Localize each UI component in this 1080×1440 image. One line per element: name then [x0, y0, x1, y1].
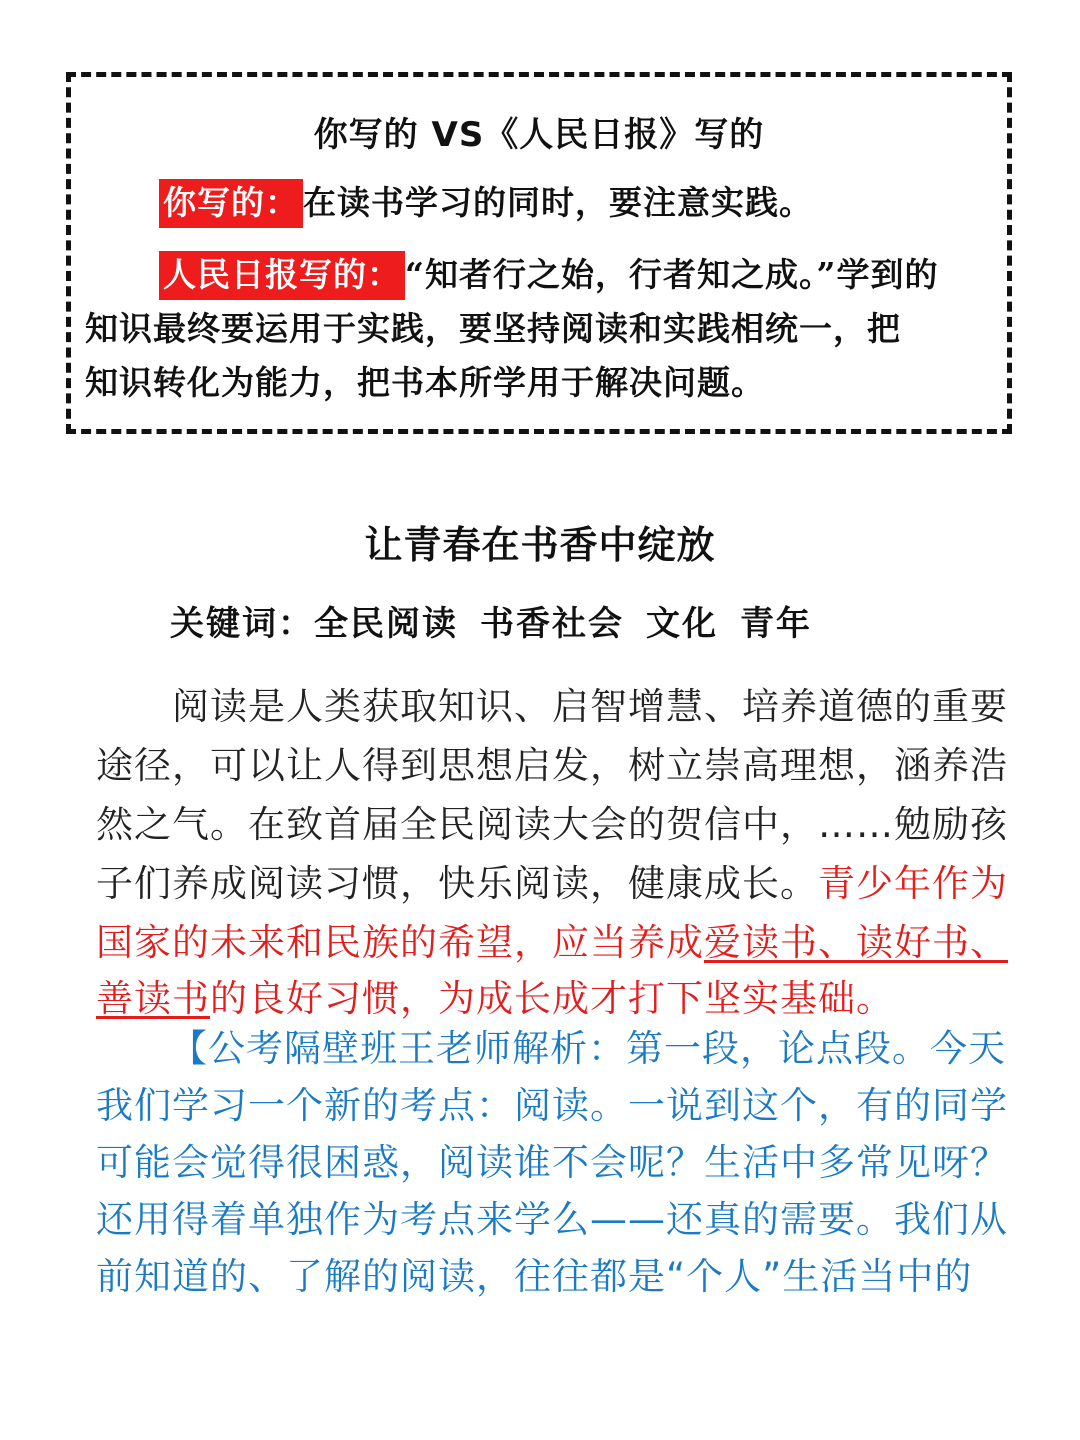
rmrb-line — [159, 249, 938, 296]
paragraph-line-6-underlined: 善读书 — [96, 977, 210, 1020]
paragraph-line-2: 途径，可以让人得到思想启发，树立崇高理想，涵养浩 — [96, 744, 1008, 787]
keyword: 文化 — [646, 604, 718, 644]
paragraph-line-6 — [96, 968, 894, 1022]
paragraph-line-5-emphasis: 国家的未来和民族的希望，应当养成 — [96, 921, 704, 964]
analysis-line-4: 还用得着单独作为考点来学么——还真的需要。我们从 — [96, 1198, 1008, 1241]
keyword: 青年 — [740, 604, 812, 644]
paragraph-line-5 — [96, 912, 1008, 966]
paragraph-line-4 — [96, 853, 1008, 907]
yours-line — [159, 177, 813, 224]
rmrb-label: 人民日报写的： — [159, 251, 405, 300]
rmrb-text-line-3: 知识转化为能力，把书本所学用于解决问题。 — [85, 363, 765, 402]
paragraph-line-4-emphasis: 青少年作为 — [818, 862, 1008, 905]
paragraph-line-4-normal: 子们养成阅读习惯，快乐阅读，健康成长。 — [96, 862, 818, 905]
keyword: 书香社会 — [480, 604, 624, 644]
rmrb-text-line-2: 知识最终要运用于实践，要坚持阅读和实践相统一，把 — [85, 309, 901, 348]
analysis-line-2: 我们学习一个新的考点：阅读。一说到这个，有的同学 — [96, 1084, 1008, 1127]
rmrb-text-line-1: “知者行之始，行者知之成。”学到的 — [405, 255, 939, 294]
keyword: 全民阅读 — [314, 604, 458, 644]
paragraph-line-6-emphasis: 的良好习惯，为成长成才打下坚实基础。 — [210, 977, 894, 1020]
comparison-box — [66, 72, 1012, 434]
paragraph-line-5-underlined: 爱读书、读好书、 — [704, 921, 1008, 964]
yours-label: 你写的： — [159, 179, 303, 228]
keywords-label: 关键词： — [170, 604, 314, 644]
paragraph-line-3: 然之气。在致首届全民阅读大会的贺信中，……勉励孩 — [96, 803, 1008, 846]
analysis-line-3: 可能会觉得很困惑，阅读谁不会呢？生活中多常见呀？ — [96, 1141, 1008, 1184]
analysis-line-5: 前知道的、了解的阅读，往往都是“个人”生活当中的 — [96, 1255, 973, 1298]
article-title: 让青春在书香中绽放 — [364, 523, 716, 567]
yours-text: 在读书学习的同时，要注意实践。 — [303, 183, 813, 222]
paragraph-line-1: 阅读是人类获取知识、启智增慧、培养道德的重要 — [172, 685, 1008, 728]
comparison-title: 你写的 VS《人民日报》写的 — [313, 115, 765, 155]
keywords-line — [170, 596, 812, 645]
analysis-line-1: 【公考隔壁班王老师解析：第一段，论点段。今天 — [170, 1027, 1006, 1070]
